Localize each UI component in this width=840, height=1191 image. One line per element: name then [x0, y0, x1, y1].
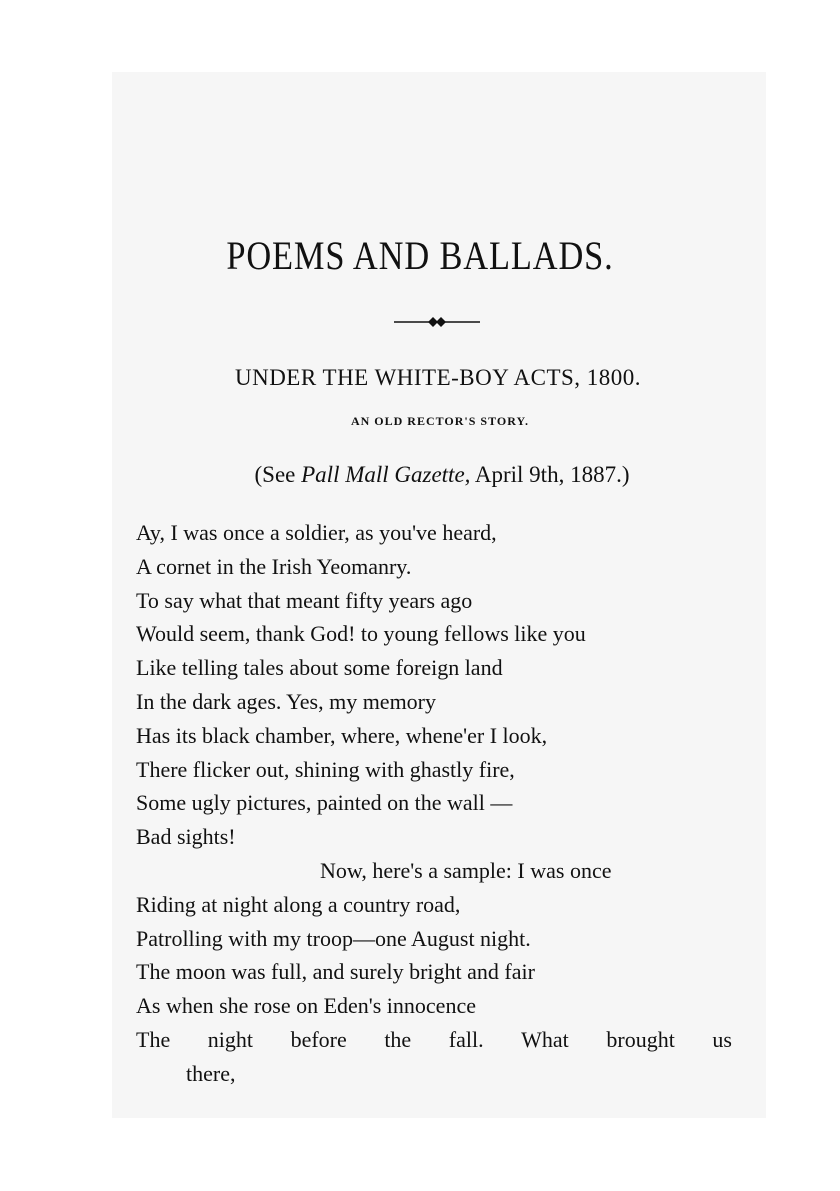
verse-line: Like telling tales about some foreign land [136, 655, 503, 681]
verse-line-indented: Now, here's a sample: I was once [320, 857, 612, 883]
verse-line: Some ugly pictures, painted on the wall — [136, 790, 513, 816]
verse-line: In the dark ages. Yes, my memory [136, 688, 437, 714]
poem-subtitle: AN OLD RECTOR'S STORY. [350, 414, 530, 428]
verse-word: fall. [448, 1026, 484, 1052]
citation-source: Pall Mall Gazette, [301, 462, 471, 487]
verse-word: night [207, 1026, 253, 1052]
poem-citation [0, 462, 840, 488]
verse-line-justified [136, 1023, 732, 1057]
citation-suffix: April 9th, 1887.) [470, 462, 630, 487]
verse-word: us [712, 1026, 732, 1052]
verse-line: The moon was full, and surely bright and fair [136, 959, 535, 985]
verse-line: Would seem, thank God! to young fellows like you [136, 621, 586, 647]
verse-line: Bad sights! [136, 824, 236, 850]
citation-prefix: (See [254, 462, 302, 487]
verse-line-continuation: there, [186, 1060, 236, 1086]
verse-word: before [290, 1026, 347, 1052]
verse-word: The [136, 1026, 171, 1052]
rule-diamond-ornament-icon [394, 315, 480, 329]
verse-line: To say what that meant fifty years ago [136, 587, 473, 613]
verse-word: brought [606, 1026, 675, 1052]
verse-line: There flicker out, shining with ghastly fire, [136, 756, 515, 782]
verse-line: As when she rose on Eden's innocence [136, 993, 476, 1019]
book-title: POEMS AND BALLADS. [226, 233, 614, 278]
verse-line: Patrolling with my troop—one August night. [136, 925, 531, 951]
verse-line: Riding at night along a country road, [136, 891, 461, 917]
poem-body [136, 516, 756, 1091]
verse-line: Ay, I was once a soldier, as you've heard, [136, 520, 497, 545]
verse-word: What [521, 1026, 569, 1052]
verse-line: Has its black chamber, where, whene'er I look, [136, 722, 548, 748]
poem-title: UNDER THE WHITE-BOY ACTS, 1800. [234, 365, 642, 390]
verse-word: the [384, 1026, 412, 1052]
verse-line: A cornet in the Irish Yeomanry. [136, 553, 412, 579]
